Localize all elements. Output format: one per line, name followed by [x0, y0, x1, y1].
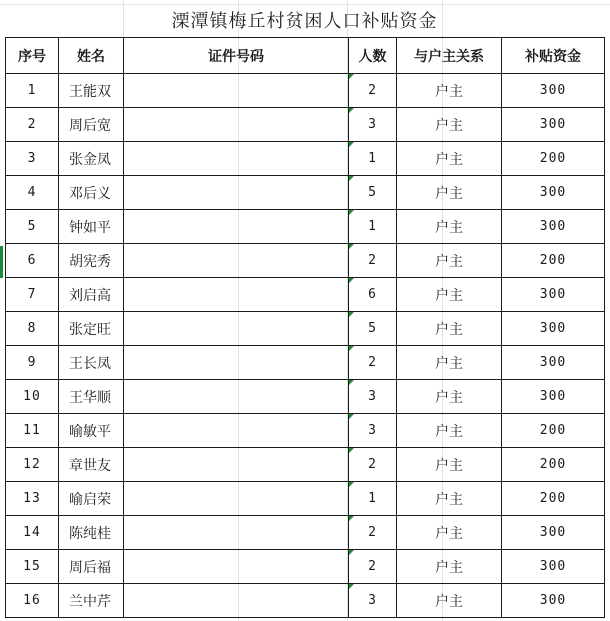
- cell-index[interactable]: 1: [6, 74, 59, 108]
- cell-relation[interactable]: 户主: [397, 312, 502, 346]
- cell-subsidy[interactable]: 200: [502, 448, 605, 482]
- cell-id-number[interactable]: [124, 74, 349, 108]
- cell-count[interactable]: 3: [349, 414, 397, 448]
- cell-index[interactable]: 8: [6, 312, 59, 346]
- cell-count[interactable]: 2: [349, 74, 397, 108]
- cell-subsidy[interactable]: 300: [502, 210, 605, 244]
- cell-subsidy[interactable]: 300: [502, 550, 605, 584]
- cell-subsidy[interactable]: 300: [502, 74, 605, 108]
- cell-id-number[interactable]: [124, 584, 349, 618]
- table-row: [6, 550, 605, 584]
- cell-name[interactable]: 陈纯桂: [59, 516, 124, 550]
- cell-relation[interactable]: 户主: [397, 550, 502, 584]
- cell-subsidy[interactable]: 200: [502, 244, 605, 278]
- cell-error-marker: [349, 312, 354, 317]
- cell-id-number[interactable]: [124, 550, 349, 584]
- cell-count[interactable]: 3: [349, 584, 397, 618]
- cell-name[interactable]: 钟如平: [59, 210, 124, 244]
- cell-name[interactable]: 喻敏平: [59, 414, 124, 448]
- sheet-title: 溧潭镇梅丘村贫困人口补贴资金: [171, 11, 438, 32]
- cell-count[interactable]: 2: [349, 346, 397, 380]
- spreadsheet: [5, 6, 604, 618]
- cell-count[interactable]: 2: [349, 448, 397, 482]
- table-row: [6, 346, 605, 380]
- table-row: [6, 108, 605, 142]
- table-row: [6, 210, 605, 244]
- cell-index[interactable]: 2: [6, 108, 59, 142]
- table-row: [6, 482, 605, 516]
- cell-count[interactable]: 1: [349, 210, 397, 244]
- table-row: [6, 380, 605, 414]
- cell-name[interactable]: 周后福: [59, 550, 124, 584]
- table-row: [6, 176, 605, 210]
- table-row: [6, 278, 605, 312]
- cell-index[interactable]: 9: [6, 346, 59, 380]
- cell-count[interactable]: 3: [349, 380, 397, 414]
- cell-relation[interactable]: 户主: [397, 74, 502, 108]
- col-header-relation[interactable]: 与户主关系: [397, 38, 502, 74]
- cell-index[interactable]: 13: [6, 482, 59, 516]
- cell-id-number[interactable]: [124, 142, 349, 176]
- cell-index[interactable]: 11: [6, 414, 59, 448]
- cell-name[interactable]: 胡宪秀: [59, 244, 124, 278]
- cell-count[interactable]: 1: [349, 142, 397, 176]
- cell-name[interactable]: 喻启荣: [59, 482, 124, 516]
- cell-error-marker: [349, 414, 354, 419]
- cell-index[interactable]: 15: [6, 550, 59, 584]
- cell-error-marker: [349, 74, 354, 79]
- table-body: [6, 74, 605, 618]
- cell-index[interactable]: 16: [6, 584, 59, 618]
- cell-count[interactable]: 5: [349, 312, 397, 346]
- sheet-gridline: [0, 4, 610, 5]
- col-header-index[interactable]: 序号: [6, 38, 59, 74]
- cell-relation[interactable]: 户主: [397, 244, 502, 278]
- cell-name[interactable]: 王华顺: [59, 380, 124, 414]
- cell-subsidy[interactable]: 300: [502, 176, 605, 210]
- cell-subsidy[interactable]: 200: [502, 142, 605, 176]
- cell-id-number[interactable]: [124, 210, 349, 244]
- cell-relation[interactable]: 户主: [397, 108, 502, 142]
- table-row: [6, 414, 605, 448]
- cell-count[interactable]: 5: [349, 176, 397, 210]
- cell-relation[interactable]: 户主: [397, 346, 502, 380]
- cell-index[interactable]: 5: [6, 210, 59, 244]
- cell-error-marker: [349, 516, 354, 521]
- cell-error-marker: [349, 346, 354, 351]
- col-header-subsidy[interactable]: 补贴资金: [502, 38, 605, 74]
- cell-id-number[interactable]: [124, 516, 349, 550]
- cell-id-number[interactable]: [124, 448, 349, 482]
- cell-index[interactable]: 10: [6, 380, 59, 414]
- table-row: [6, 244, 605, 278]
- cell-relation[interactable]: 户主: [397, 584, 502, 618]
- cell-id-number[interactable]: [124, 278, 349, 312]
- cell-subsidy[interactable]: 200: [502, 414, 605, 448]
- cell-id-number[interactable]: [124, 414, 349, 448]
- cell-relation[interactable]: 户主: [397, 278, 502, 312]
- cell-count[interactable]: 2: [349, 516, 397, 550]
- cell-count[interactable]: 2: [349, 244, 397, 278]
- table-row: [6, 516, 605, 550]
- cell-name[interactable]: 兰中芹: [59, 584, 124, 618]
- cell-error-marker: [349, 176, 354, 181]
- cell-index[interactable]: 3: [6, 142, 59, 176]
- cell-count[interactable]: 6: [349, 278, 397, 312]
- cell-name[interactable]: 王能双: [59, 74, 124, 108]
- cell-error-marker: [349, 448, 354, 453]
- cell-index[interactable]: 7: [6, 278, 59, 312]
- cell-name[interactable]: 刘启高: [59, 278, 124, 312]
- cell-error-marker: [349, 380, 354, 385]
- cell-relation[interactable]: 户主: [397, 448, 502, 482]
- cell-id-number[interactable]: [124, 482, 349, 516]
- cell-name[interactable]: 邓后义: [59, 176, 124, 210]
- cell-name[interactable]: 周后宽: [59, 108, 124, 142]
- cell-relation[interactable]: 户主: [397, 210, 502, 244]
- cell-count[interactable]: 2: [349, 550, 397, 584]
- col-header-count[interactable]: 人数: [349, 38, 397, 74]
- table-row: [6, 74, 605, 108]
- table-row: [6, 142, 605, 176]
- cell-error-marker: [349, 210, 354, 215]
- cell-name[interactable]: 张金凤: [59, 142, 124, 176]
- cell-error-marker: [349, 584, 354, 589]
- row-selection-marker: [0, 246, 3, 278]
- header-row: [6, 38, 605, 74]
- cell-subsidy[interactable]: 300: [502, 108, 605, 142]
- cell-relation[interactable]: 户主: [397, 142, 502, 176]
- cell-relation[interactable]: 户主: [397, 380, 502, 414]
- cell-index[interactable]: 14: [6, 516, 59, 550]
- cell-error-marker: [349, 108, 354, 113]
- col-header-name[interactable]: 姓名: [59, 38, 124, 74]
- table-row: [6, 312, 605, 346]
- cell-relation[interactable]: 户主: [397, 414, 502, 448]
- cell-subsidy[interactable]: 300: [502, 380, 605, 414]
- cell-relation[interactable]: 户主: [397, 516, 502, 550]
- cell-subsidy[interactable]: 300: [502, 312, 605, 346]
- cell-id-number[interactable]: [124, 108, 349, 142]
- cell-count[interactable]: 3: [349, 108, 397, 142]
- cell-error-marker: [349, 482, 354, 487]
- cell-index[interactable]: 12: [6, 448, 59, 482]
- cell-subsidy[interactable]: 300: [502, 278, 605, 312]
- cell-name[interactable]: 章世友: [59, 448, 124, 482]
- col-header-id-number[interactable]: 证件号码: [124, 38, 349, 74]
- cell-id-number[interactable]: [124, 312, 349, 346]
- cell-subsidy[interactable]: 300: [502, 516, 605, 550]
- cell-id-number[interactable]: [124, 244, 349, 278]
- cell-relation[interactable]: 户主: [397, 482, 502, 516]
- cell-index[interactable]: 4: [6, 176, 59, 210]
- subsidy-table: [5, 37, 605, 618]
- cell-index[interactable]: 6: [6, 244, 59, 278]
- cell-error-marker: [349, 244, 354, 249]
- cell-id-number[interactable]: [124, 346, 349, 380]
- cell-id-number[interactable]: [124, 380, 349, 414]
- cell-subsidy[interactable]: 300: [502, 584, 605, 618]
- cell-subsidy[interactable]: 300: [502, 346, 605, 380]
- cell-name[interactable]: 王长凤: [59, 346, 124, 380]
- cell-name[interactable]: 张定旺: [59, 312, 124, 346]
- cell-error-marker: [349, 550, 354, 555]
- cell-count[interactable]: 1: [349, 482, 397, 516]
- cell-id-number[interactable]: [124, 176, 349, 210]
- cell-error-marker: [349, 278, 354, 283]
- table-row: [6, 584, 605, 618]
- table-row: [6, 448, 605, 482]
- cell-subsidy[interactable]: 200: [502, 482, 605, 516]
- cell-error-marker: [349, 142, 354, 147]
- cell-relation[interactable]: 户主: [397, 176, 502, 210]
